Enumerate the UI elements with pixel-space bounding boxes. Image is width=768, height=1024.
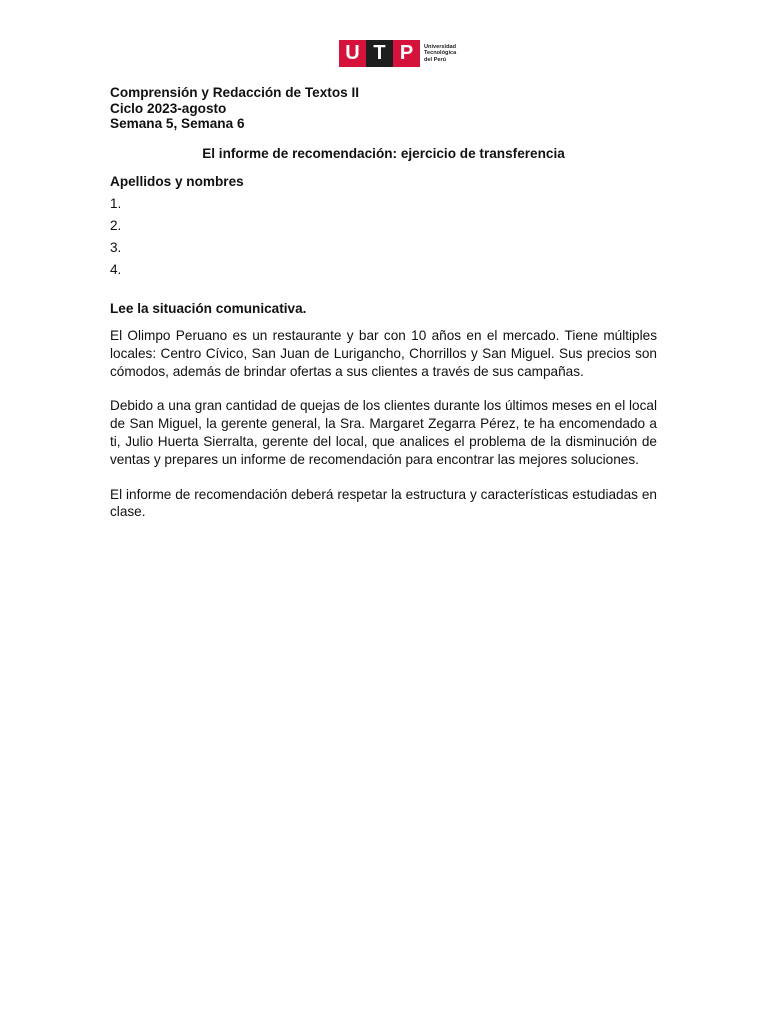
utp-logo-mark [339, 40, 420, 67]
document-body [110, 85, 657, 535]
names-list [110, 196, 657, 284]
course-name: Comprensión y Redacción de Textos II [110, 85, 360, 100]
instruction-heading: Lee la situación comunicativa. [110, 300, 307, 316]
logo-wordmark [424, 44, 456, 63]
document-title: El informe de recomendación: ejercicio de transferencia [202, 145, 565, 161]
paragraph-task: Debido a una gran cantidad de quejas de los clientes durante los últimos meses en el local de San Miguel, la gerente general, la Sra. Margaret Zegarra Pérez, te ha encomendado a ti, Julio Huerta Sierralta, gerente del local, que analices el problema de la disminución de ventas y prepares un informe de recomendación para encontrar las mejores soluciones. [110, 398, 657, 467]
paragraph-requirement: El informe de recomendación deberá respetar la estructura y características estudiadas en clase. [110, 486, 657, 520]
logo-letter-p: P [393, 40, 420, 67]
paragraph-situation: El Olimpo Peruano es un restaurante y bar con 10 años en el mercado. Tiene múltiples locales: Centro Cívico, San Juan de Lurigancho, Chorrillos y San Miguel. Sus precios son cómodos, además de brindar ofertas a sus clientes a través de sus campañas. [110, 328, 657, 379]
names-list-item: 2. [110, 217, 122, 233]
logo-letter-u: U [339, 40, 366, 67]
names-list-item: 3. [110, 239, 122, 255]
names-list-item: 4. [110, 261, 122, 277]
logo-text-line-3: del Perú [424, 56, 447, 63]
names-list-item: 1. [110, 195, 122, 211]
utp-logo [339, 40, 456, 67]
logo-text-line-2: Tecnológica [424, 50, 457, 57]
cycle: Ciclo 2023-agosto [110, 100, 227, 116]
logo-letter-t: T [366, 40, 393, 67]
names-heading: Apellidos y nombres [110, 174, 244, 189]
weeks: Semana 5, Semana 6 [110, 116, 245, 131]
logo-text-line-1: Universidad [424, 44, 457, 51]
